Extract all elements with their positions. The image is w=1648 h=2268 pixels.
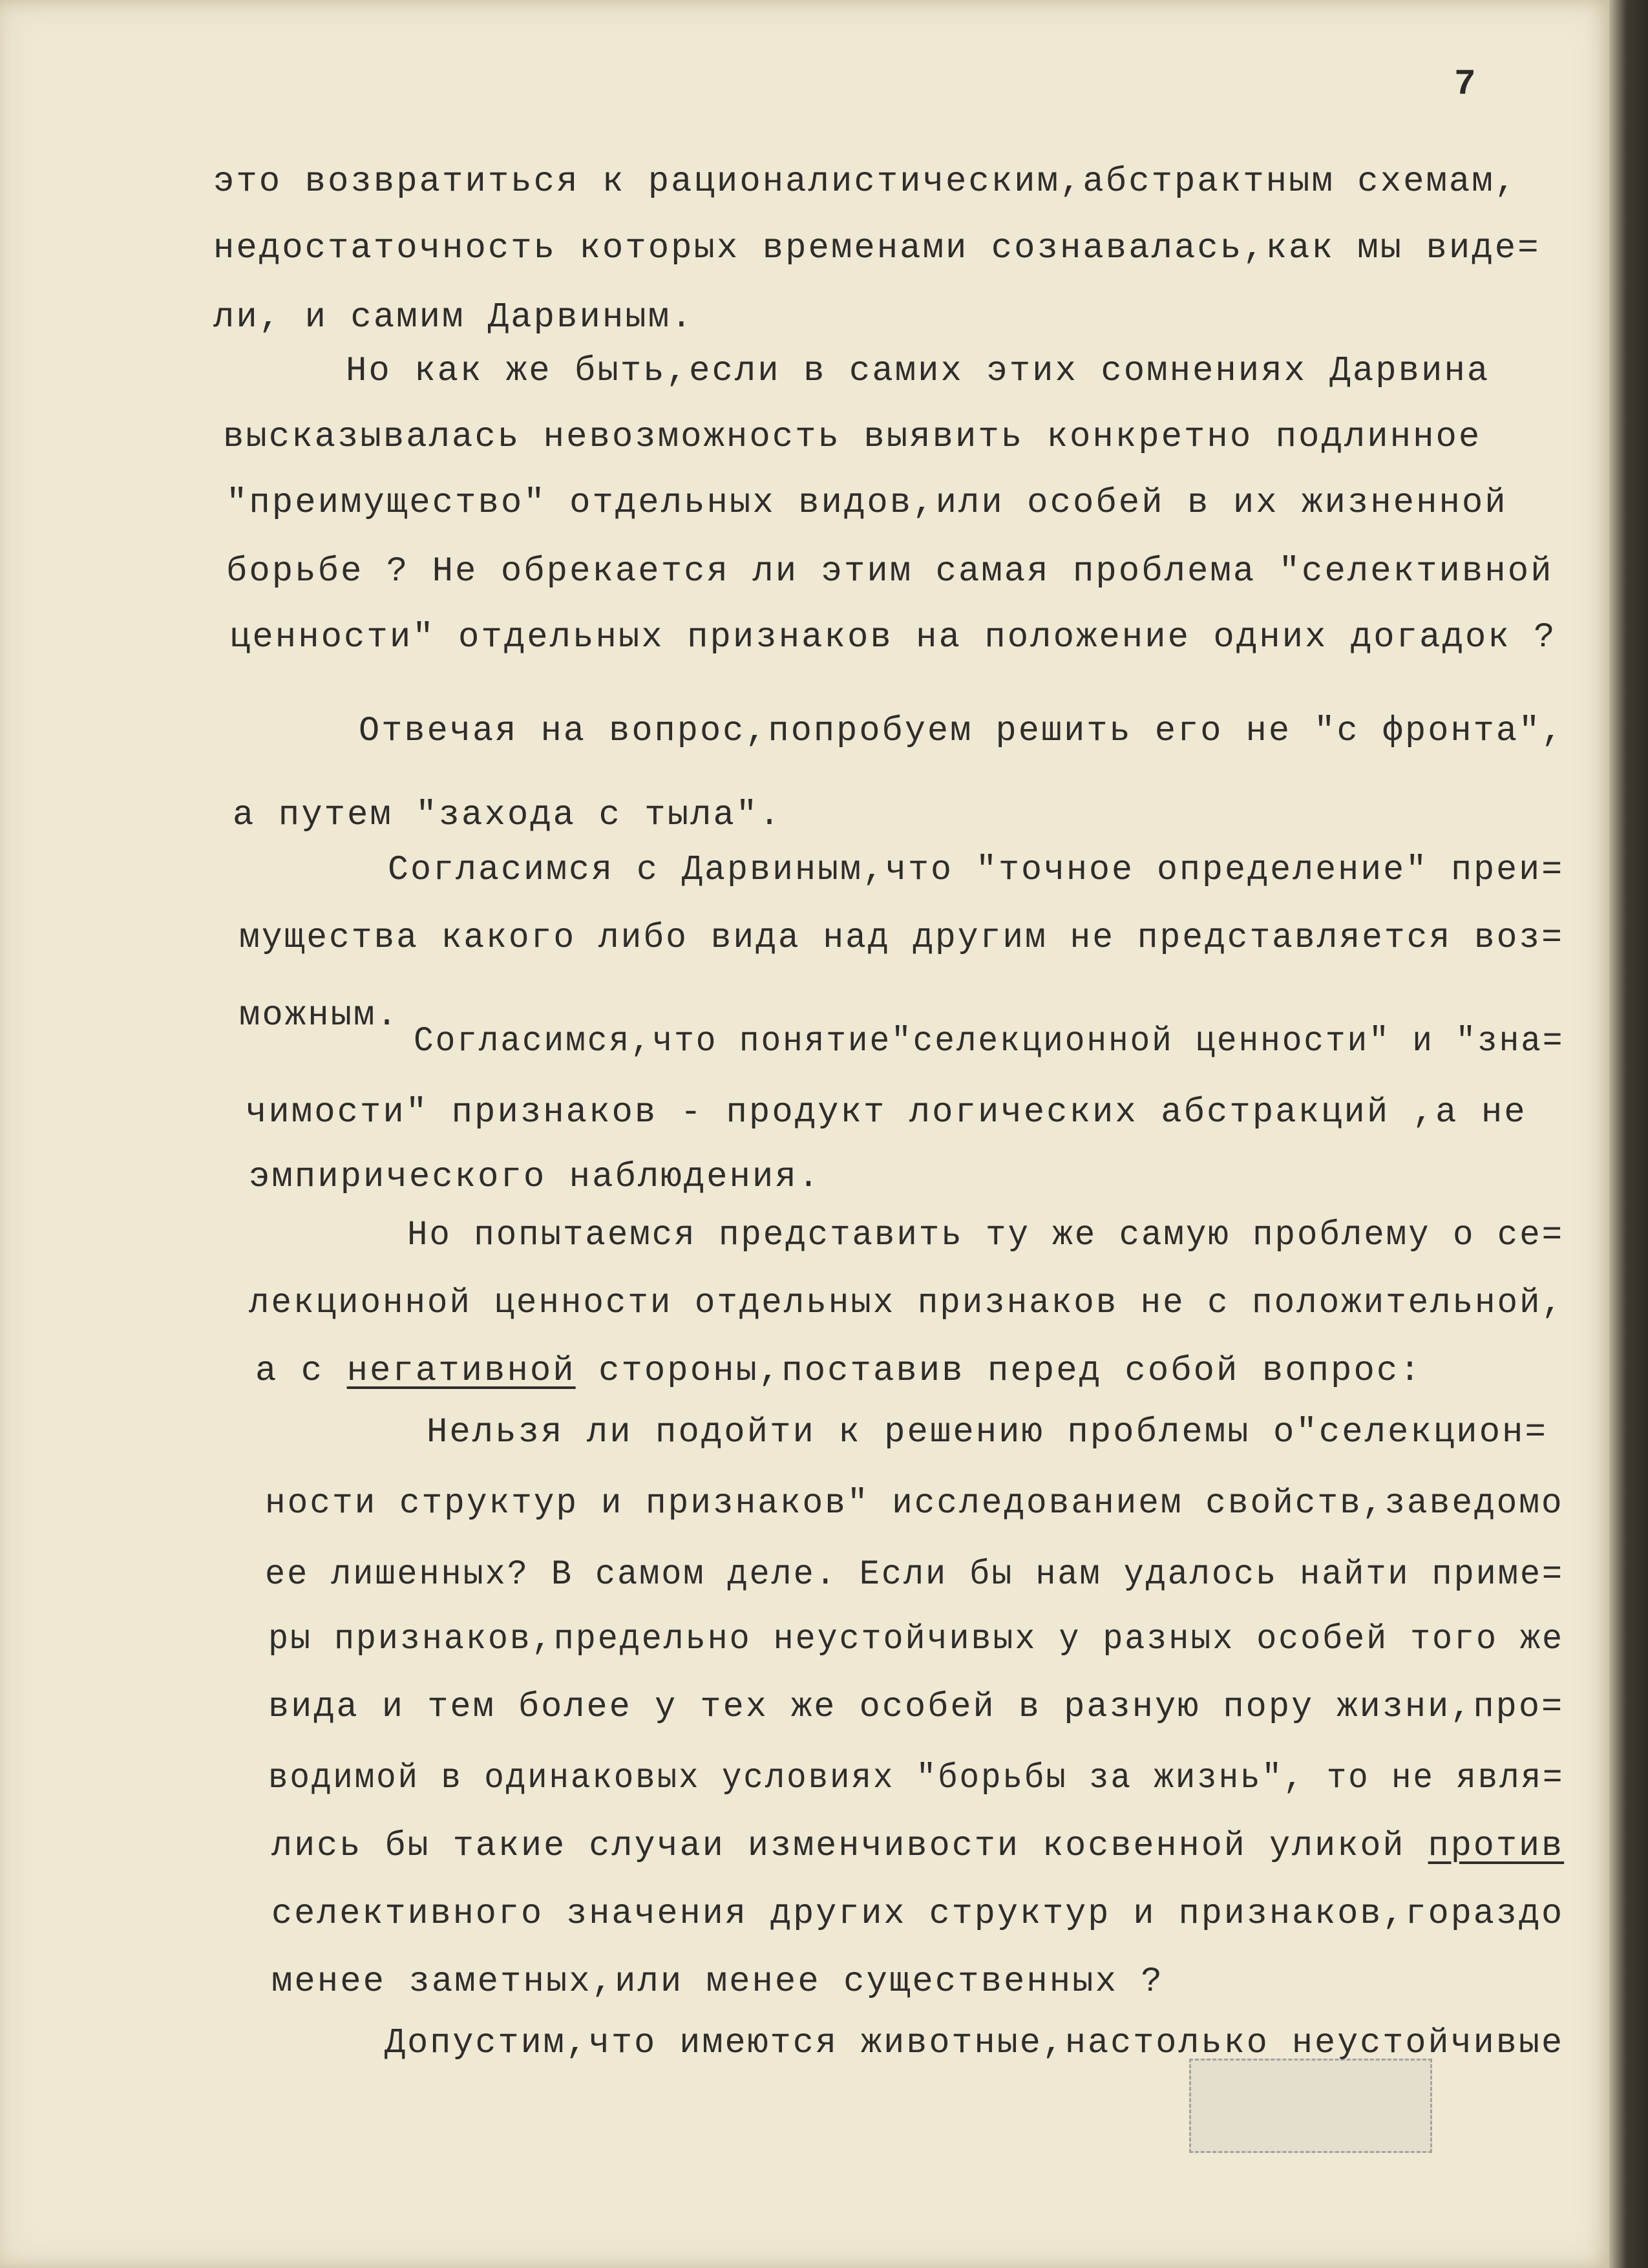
text-line: а путем "захода с тыла".	[233, 796, 782, 835]
text-line: Допустим,что имеются животные,настолько неустойчивые	[385, 2024, 1565, 2063]
text-line: селективного значения других структур и признаков,гораздо	[271, 1894, 1565, 1934]
text-line	[255, 1351, 1422, 1391]
text-line: Отвечая на вопрос,попробуем решить его не "с фронта",	[359, 712, 1565, 751]
text-line: лекционной ценности отдельных признаков не с положительной,	[249, 1284, 1565, 1323]
archive-stamp	[1189, 2059, 1432, 2153]
text-line: можным.	[239, 996, 399, 1035]
text-line: ценности" отдельных признаков на положение одних догадок ?	[229, 618, 1557, 657]
text-line: "преимущество" отдельных видов,или особей в их жизненной	[226, 483, 1508, 523]
underlined-word: негативной	[346, 1351, 576, 1391]
text-line: водимой в одинаковых условиях "борьбы за жизнь", то не явля=	[268, 1759, 1565, 1798]
text-line: менее заметных,или менее существенных ?	[271, 1962, 1164, 2002]
text-line: Согласимся с Дарвиным,что "точное определение" преи=	[388, 851, 1565, 890]
text-line: ры признаков,предельно неустойчивых у разных особей того же	[268, 1620, 1564, 1659]
text-line: мущества какого либо вида над другим не представляется воз=	[239, 918, 1564, 958]
page-number: 7	[1454, 63, 1476, 105]
line-segment: стороны,поставив перед собой вопрос:	[575, 1351, 1422, 1391]
text-line: ности структур и признаков" исследованием свойств,заведомо	[265, 1484, 1564, 1523]
text-line	[271, 1829, 1564, 1864]
line-segment: лись бы такие случаи изменчивости косвенной уликой	[271, 1827, 1428, 1866]
line-segment: а с	[255, 1351, 347, 1391]
text-line: Согласимся,что понятие"селекционной ценности" и "зна=	[414, 1022, 1565, 1061]
text-line: Но попытаемся представить ту же самую проблему о се=	[407, 1216, 1565, 1255]
text-line: высказывалась невозможность выявить конкретно подлинное	[223, 418, 1482, 457]
text-line: вида и тем более у тех же особей в разную пору жизни,про=	[268, 1688, 1565, 1727]
text-line: ее лишенных? В самом деле. Если бы нам удалось найти приме=	[265, 1555, 1564, 1595]
underlined-word: против	[1428, 1827, 1565, 1866]
text-line: ли, и самим Дарвиным.	[213, 298, 694, 337]
text-line: борьбе ? Не обрекается ли этим самая проблема "селективной	[226, 552, 1554, 591]
text-line: это возвратиться к рационалистическим,абстрактным схемам,	[213, 162, 1518, 202]
text-line: эмпирического наблюдения.	[249, 1158, 821, 1197]
text-line: Но как же быть,если в самих этих сомнениях Дарвина	[346, 352, 1490, 391]
text-line: Нельзя ли подойти к решению проблемы о"селекцион=	[427, 1413, 1548, 1452]
text-line: недостаточность которых временами сознавалась,как мы виде=	[213, 229, 1541, 268]
page-edge	[1609, 0, 1648, 2268]
text-line: чимости" признаков - продукт логических абстракций ,а не	[246, 1093, 1527, 1132]
